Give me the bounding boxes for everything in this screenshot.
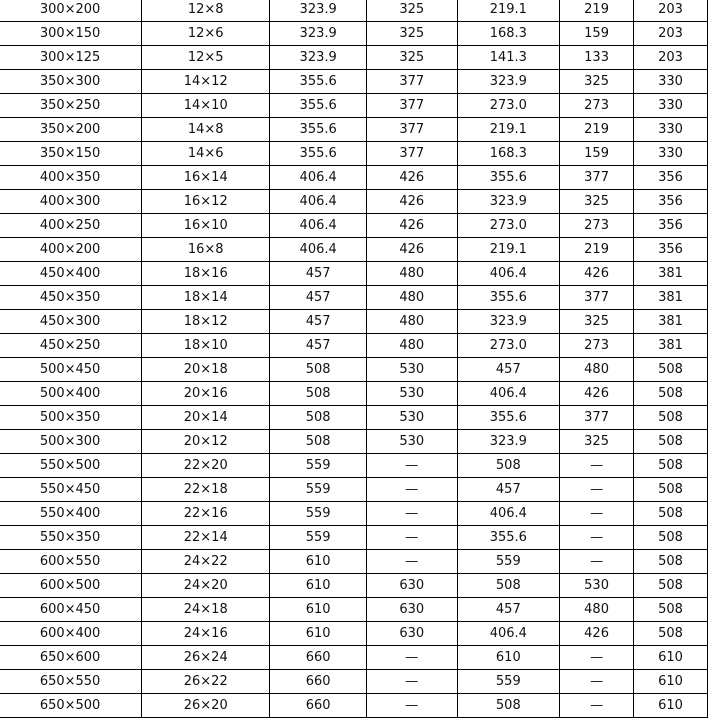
cell-od-large-series-b: 480 — [367, 286, 458, 310]
cell-od-small-series-a: 457 — [457, 358, 560, 382]
cell-od-small-series-b: 480 — [560, 598, 634, 622]
cell-od-large-series-a: 660 — [270, 646, 367, 670]
cell-od-large-series-a: 355.6 — [270, 142, 367, 166]
table-row — [0, 358, 708, 382]
table-row — [0, 478, 708, 502]
cell-length: 508 — [634, 430, 708, 454]
cell-od-large-series-b: — — [367, 694, 458, 718]
cell-od-large-series-b: 530 — [367, 358, 458, 382]
cell-od-small-series-b: — — [560, 550, 634, 574]
table-row — [0, 142, 708, 166]
cell-nps: 24×16 — [142, 622, 270, 646]
cell-length: 508 — [634, 358, 708, 382]
table-row — [0, 502, 708, 526]
cell-od-large-series-a: 406.4 — [270, 190, 367, 214]
cell-od-small-series-b: 377 — [560, 286, 634, 310]
cell-od-small-series-b: 219 — [560, 118, 634, 142]
cell-nps: 16×14 — [142, 166, 270, 190]
cell-od-small-series-a: 355.6 — [457, 526, 560, 550]
cell-nps: 18×16 — [142, 262, 270, 286]
cell-od-small-series-a: 168.3 — [457, 142, 560, 166]
cell-nps: 16×8 — [142, 238, 270, 262]
cell-od-large-series-b: 426 — [367, 214, 458, 238]
cell-od-small-series-a: 168.3 — [457, 22, 560, 46]
cell-length: 330 — [634, 118, 708, 142]
cell-od-small-series-a: 219.1 — [457, 238, 560, 262]
cell-od-large-series-b: 530 — [367, 382, 458, 406]
cell-od-small-series-a: 323.9 — [457, 70, 560, 94]
cell-od-small-series-a: 273.0 — [457, 214, 560, 238]
cell-od-large-series-b: 630 — [367, 598, 458, 622]
cell-od-small-series-b: 530 — [560, 574, 634, 598]
cell-od-large-series-b: 426 — [367, 166, 458, 190]
cell-od-large-series-a: 323.9 — [270, 0, 367, 22]
cell-nominal-size: 400×350 — [0, 166, 142, 190]
cell-length: 330 — [634, 94, 708, 118]
cell-od-small-series-b: 325 — [560, 430, 634, 454]
cell-od-small-series-b: 426 — [560, 382, 634, 406]
cell-od-large-series-b: 480 — [367, 310, 458, 334]
cell-od-large-series-b: 530 — [367, 430, 458, 454]
cell-od-large-series-a: 559 — [270, 502, 367, 526]
cell-od-small-series-b: 133 — [560, 46, 634, 70]
cell-od-small-series-a: 323.9 — [457, 190, 560, 214]
cell-od-large-series-b: — — [367, 502, 458, 526]
cell-od-large-series-b: — — [367, 646, 458, 670]
table-row — [0, 190, 708, 214]
table-row — [0, 406, 708, 430]
table-row — [0, 694, 708, 718]
cell-nps: 18×10 — [142, 334, 270, 358]
cell-nominal-size: 550×450 — [0, 478, 142, 502]
cell-length: 508 — [634, 526, 708, 550]
cell-nominal-size: 300×200 — [0, 0, 142, 22]
cell-od-large-series-a: 457 — [270, 310, 367, 334]
cell-od-small-series-b: 219 — [560, 238, 634, 262]
cell-nps: 14×10 — [142, 94, 270, 118]
cell-nps: 26×24 — [142, 646, 270, 670]
cell-nps: 12×5 — [142, 46, 270, 70]
cell-od-small-series-b: 159 — [560, 142, 634, 166]
cell-od-small-series-b: 159 — [560, 22, 634, 46]
cell-od-large-series-b: — — [367, 550, 458, 574]
cell-od-large-series-b: 530 — [367, 406, 458, 430]
cell-od-small-series-b: — — [560, 646, 634, 670]
table-row — [0, 118, 708, 142]
cell-length: 356 — [634, 214, 708, 238]
cell-od-large-series-b: — — [367, 478, 458, 502]
table-row — [0, 622, 708, 646]
cell-od-small-series-a: 406.4 — [457, 622, 560, 646]
cell-od-small-series-a: 219.1 — [457, 0, 560, 22]
cell-od-small-series-b: — — [560, 502, 634, 526]
cell-length: 610 — [634, 646, 708, 670]
cell-nominal-size: 500×350 — [0, 406, 142, 430]
cell-length: 610 — [634, 670, 708, 694]
cell-od-small-series-b: — — [560, 526, 634, 550]
table-row — [0, 166, 708, 190]
cell-od-small-series-a: 610 — [457, 646, 560, 670]
cell-od-large-series-a: 660 — [270, 670, 367, 694]
table-row — [0, 70, 708, 94]
cell-length: 508 — [634, 598, 708, 622]
cell-od-small-series-a: 355.6 — [457, 286, 560, 310]
cell-length: 508 — [634, 502, 708, 526]
cell-od-small-series-a: 406.4 — [457, 502, 560, 526]
cell-od-small-series-a: 141.3 — [457, 46, 560, 70]
cell-length: 356 — [634, 238, 708, 262]
table-row — [0, 526, 708, 550]
cell-od-large-series-b: 325 — [367, 22, 458, 46]
cell-nominal-size: 600×500 — [0, 574, 142, 598]
cell-od-small-series-b: — — [560, 454, 634, 478]
cell-nominal-size: 400×200 — [0, 238, 142, 262]
table-row — [0, 46, 708, 70]
cell-nominal-size: 650×500 — [0, 694, 142, 718]
cell-nominal-size: 350×250 — [0, 94, 142, 118]
cell-nps: 14×8 — [142, 118, 270, 142]
cell-nominal-size: 450×400 — [0, 262, 142, 286]
cell-length: 508 — [634, 478, 708, 502]
cell-od-large-series-a: 610 — [270, 598, 367, 622]
table-row — [0, 598, 708, 622]
cell-length: 610 — [634, 694, 708, 718]
cell-length: 203 — [634, 0, 708, 22]
table-row — [0, 94, 708, 118]
cell-od-large-series-b: 630 — [367, 574, 458, 598]
cell-length: 381 — [634, 262, 708, 286]
table-row — [0, 0, 708, 22]
cell-nominal-size: 350×150 — [0, 142, 142, 166]
cell-od-small-series-b: 426 — [560, 262, 634, 286]
cell-nominal-size: 350×300 — [0, 70, 142, 94]
cell-length: 508 — [634, 550, 708, 574]
cell-od-large-series-b: 426 — [367, 190, 458, 214]
cell-length: 381 — [634, 310, 708, 334]
cell-od-large-series-a: 355.6 — [270, 118, 367, 142]
cell-od-small-series-a: 355.6 — [457, 406, 560, 430]
cell-nominal-size: 350×200 — [0, 118, 142, 142]
table-row — [0, 646, 708, 670]
table-row — [0, 262, 708, 286]
cell-length: 508 — [634, 406, 708, 430]
cell-nps: 20×14 — [142, 406, 270, 430]
cell-od-large-series-a: 508 — [270, 358, 367, 382]
cell-od-large-series-a: 508 — [270, 406, 367, 430]
cell-od-large-series-a: 323.9 — [270, 46, 367, 70]
cell-nominal-size: 600×400 — [0, 622, 142, 646]
cell-nps: 22×16 — [142, 502, 270, 526]
table-row — [0, 310, 708, 334]
cell-od-large-series-a: 406.4 — [270, 214, 367, 238]
cell-nominal-size: 500×400 — [0, 382, 142, 406]
cell-od-small-series-a: 406.4 — [457, 262, 560, 286]
cell-nps: 12×8 — [142, 0, 270, 22]
table-row — [0, 574, 708, 598]
cell-od-large-series-a: 610 — [270, 550, 367, 574]
cell-nominal-size: 550×350 — [0, 526, 142, 550]
cell-od-large-series-a: 559 — [270, 454, 367, 478]
cell-od-small-series-a: 559 — [457, 550, 560, 574]
cell-od-small-series-b: 480 — [560, 358, 634, 382]
cell-od-small-series-b: 273 — [560, 334, 634, 358]
table-row — [0, 670, 708, 694]
cell-od-large-series-b: 377 — [367, 142, 458, 166]
cell-od-large-series-a: 355.6 — [270, 94, 367, 118]
table-row — [0, 214, 708, 238]
cell-nominal-size: 550×400 — [0, 502, 142, 526]
cell-length: 330 — [634, 70, 708, 94]
cell-nps: 24×22 — [142, 550, 270, 574]
table-row — [0, 238, 708, 262]
cell-nps: 22×14 — [142, 526, 270, 550]
cell-od-small-series-b: 426 — [560, 622, 634, 646]
cell-nps: 26×20 — [142, 694, 270, 718]
cell-od-small-series-a: 406.4 — [457, 382, 560, 406]
cell-od-large-series-b: 325 — [367, 0, 458, 22]
cell-od-large-series-a: 406.4 — [270, 238, 367, 262]
cell-nominal-size: 550×500 — [0, 454, 142, 478]
cell-nominal-size: 500×300 — [0, 430, 142, 454]
cell-od-small-series-a: 559 — [457, 670, 560, 694]
cell-od-large-series-b: 377 — [367, 118, 458, 142]
cell-nps: 18×12 — [142, 310, 270, 334]
cell-length: 508 — [634, 382, 708, 406]
cell-od-large-series-b: 480 — [367, 262, 458, 286]
cell-length: 203 — [634, 22, 708, 46]
cell-nps: 26×22 — [142, 670, 270, 694]
cell-od-small-series-a: 508 — [457, 454, 560, 478]
cell-od-small-series-b: — — [560, 478, 634, 502]
cell-nps: 16×10 — [142, 214, 270, 238]
table-row — [0, 22, 708, 46]
cell-nps: 20×18 — [142, 358, 270, 382]
table-row — [0, 382, 708, 406]
cell-nps: 12×6 — [142, 22, 270, 46]
cell-od-small-series-a: 273.0 — [457, 94, 560, 118]
cell-length: 330 — [634, 142, 708, 166]
cell-nps: 14×12 — [142, 70, 270, 94]
cell-nps: 16×12 — [142, 190, 270, 214]
cell-od-large-series-a: 610 — [270, 622, 367, 646]
cell-od-small-series-a: 323.9 — [457, 430, 560, 454]
cell-nps: 24×20 — [142, 574, 270, 598]
cell-nominal-size: 400×250 — [0, 214, 142, 238]
cell-od-small-series-b: 377 — [560, 406, 634, 430]
cell-nominal-size: 600×450 — [0, 598, 142, 622]
cell-od-small-series-a: 508 — [457, 694, 560, 718]
cell-od-large-series-a: 457 — [270, 262, 367, 286]
cell-od-large-series-b: 377 — [367, 70, 458, 94]
cell-length: 381 — [634, 334, 708, 358]
cell-od-small-series-b: 273 — [560, 94, 634, 118]
cell-od-small-series-b: 325 — [560, 190, 634, 214]
cell-nominal-size: 450×300 — [0, 310, 142, 334]
cell-nominal-size: 450×350 — [0, 286, 142, 310]
cell-od-large-series-b: 480 — [367, 334, 458, 358]
cell-od-small-series-a: 219.1 — [457, 118, 560, 142]
cell-od-large-series-a: 559 — [270, 478, 367, 502]
cell-od-small-series-b: — — [560, 670, 634, 694]
cell-nps: 22×20 — [142, 454, 270, 478]
cell-length: 381 — [634, 286, 708, 310]
cell-od-large-series-b: 426 — [367, 238, 458, 262]
cell-length: 356 — [634, 166, 708, 190]
cell-od-small-series-b: 377 — [560, 166, 634, 190]
cell-nominal-size: 400×300 — [0, 190, 142, 214]
cell-od-small-series-a: 508 — [457, 574, 560, 598]
cell-od-small-series-b: 273 — [560, 214, 634, 238]
cell-nominal-size: 600×550 — [0, 550, 142, 574]
cell-od-small-series-b: 325 — [560, 310, 634, 334]
cell-od-large-series-a: 508 — [270, 382, 367, 406]
table-row — [0, 334, 708, 358]
table-row — [0, 286, 708, 310]
cell-length: 508 — [634, 574, 708, 598]
cell-od-large-series-a: 355.6 — [270, 70, 367, 94]
cell-od-large-series-a: 457 — [270, 334, 367, 358]
cell-od-small-series-b: 325 — [560, 70, 634, 94]
table-row — [0, 454, 708, 478]
cell-od-large-series-a: 323.9 — [270, 22, 367, 46]
cell-nominal-size: 650×600 — [0, 646, 142, 670]
cell-od-large-series-b: — — [367, 526, 458, 550]
cell-nominal-size: 300×150 — [0, 22, 142, 46]
cell-od-large-series-a: 457 — [270, 286, 367, 310]
cell-length: 203 — [634, 46, 708, 70]
cell-nominal-size: 650×550 — [0, 670, 142, 694]
cell-od-large-series-a: 406.4 — [270, 166, 367, 190]
cell-nominal-size: 500×450 — [0, 358, 142, 382]
cell-od-small-series-a: 457 — [457, 478, 560, 502]
cell-od-large-series-a: 508 — [270, 430, 367, 454]
cell-length: 356 — [634, 190, 708, 214]
cell-od-large-series-b: 377 — [367, 94, 458, 118]
cell-nps: 18×14 — [142, 286, 270, 310]
cell-od-small-series-b: 219 — [560, 0, 634, 22]
cell-nps: 20×12 — [142, 430, 270, 454]
cell-od-small-series-a: 457 — [457, 598, 560, 622]
cell-nps: 24×18 — [142, 598, 270, 622]
cell-od-large-series-a: 610 — [270, 574, 367, 598]
cell-od-large-series-b: 325 — [367, 46, 458, 70]
cell-od-small-series-a: 323.9 — [457, 310, 560, 334]
table-row — [0, 550, 708, 574]
cell-nps: 22×18 — [142, 478, 270, 502]
cell-od-small-series-a: 355.6 — [457, 166, 560, 190]
cell-od-large-series-b: — — [367, 670, 458, 694]
cell-length: 508 — [634, 454, 708, 478]
cell-nps: 20×16 — [142, 382, 270, 406]
cell-od-large-series-a: 660 — [270, 694, 367, 718]
cell-nps: 14×6 — [142, 142, 270, 166]
cell-nominal-size: 450×250 — [0, 334, 142, 358]
cell-length: 508 — [634, 622, 708, 646]
cell-od-large-series-b: 630 — [367, 622, 458, 646]
cell-nominal-size: 300×125 — [0, 46, 142, 70]
cell-od-small-series-a: 273.0 — [457, 334, 560, 358]
cell-od-large-series-a: 559 — [270, 526, 367, 550]
cell-od-large-series-b: — — [367, 454, 458, 478]
table-row — [0, 430, 708, 454]
cell-od-small-series-b: — — [560, 694, 634, 718]
